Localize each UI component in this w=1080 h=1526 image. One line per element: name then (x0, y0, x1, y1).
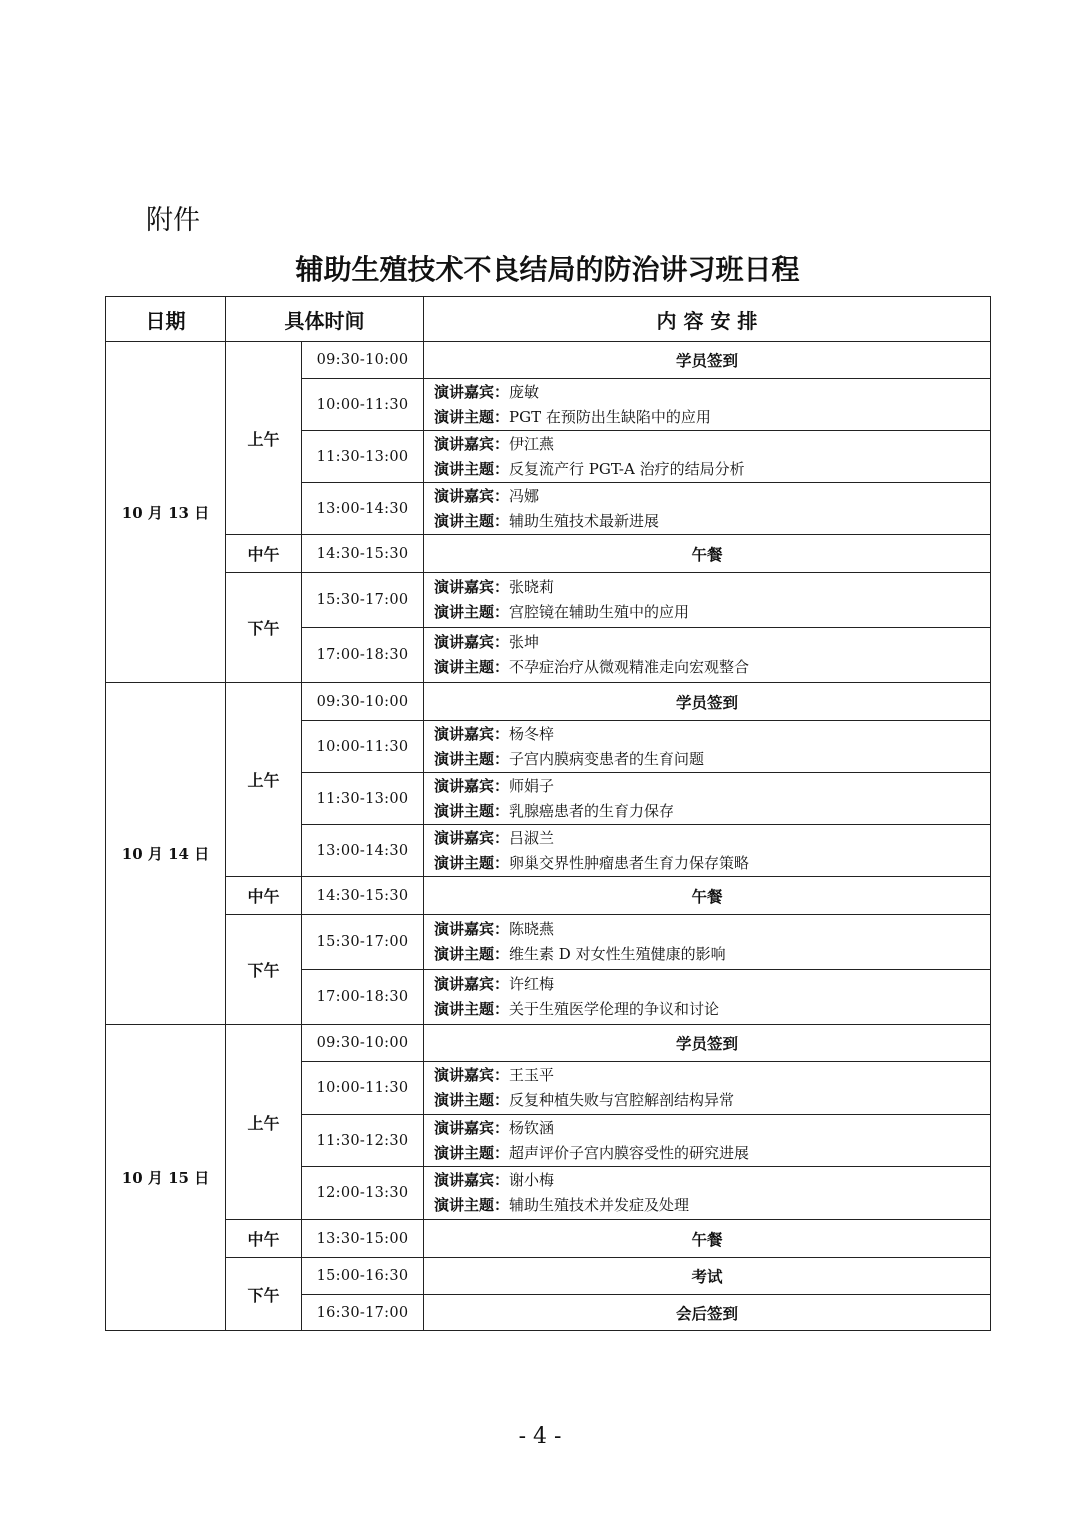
topic-text: 辅助生殖技术最新进展 (509, 511, 660, 530)
time-slot: 14:30-15:30 (302, 877, 424, 915)
speaker-name: 吕淑兰 (509, 828, 555, 847)
talk-info (424, 1062, 991, 1115)
activity: 学员签到 (424, 342, 991, 379)
speaker-label: 演讲嘉宾： (434, 1066, 510, 1084)
speaker-name: 张坤 (509, 633, 540, 651)
speaker-name: 伊江燕 (509, 434, 555, 453)
topic-line (434, 851, 990, 876)
time-slot: 15:00-16:30 (302, 1258, 424, 1295)
time-slot: 09:30-10:00 (302, 1025, 424, 1062)
schedule-row (106, 1258, 991, 1295)
topic-line (434, 942, 990, 967)
talk-info (424, 1167, 991, 1220)
talk-info (424, 773, 991, 825)
time-slot: 17:00-18:30 (302, 970, 424, 1025)
speaker-label: 演讲嘉宾： (434, 633, 510, 651)
period-morning: 上午 (226, 683, 302, 877)
speaker-label: 演讲嘉宾： (434, 1118, 510, 1137)
speaker-label: 演讲嘉宾： (434, 920, 510, 938)
schedule-row (106, 573, 991, 628)
speaker-label: 演讲嘉宾： (434, 724, 510, 743)
topic-text: 反复种植失败与宫腔解剖结构异常 (509, 1091, 735, 1109)
activity: 午餐 (424, 1220, 991, 1258)
time-slot: 11:30-12:30 (302, 1115, 424, 1167)
speaker-line (434, 380, 990, 405)
speaker-label: 演讲嘉宾： (434, 486, 510, 505)
topic-text: PGT 在预防出生缺陷中的应用 (509, 407, 711, 426)
speaker-line (434, 575, 990, 600)
document-title: 辅助生殖技术不良结局的防治讲习班日程 (295, 253, 800, 286)
talk-info (424, 1115, 991, 1167)
topic-label: 演讲主题： (434, 459, 510, 478)
speaker-label: 演讲嘉宾： (434, 434, 510, 453)
topic-text: 不孕症治疗从微观精准走向宏观整合 (509, 658, 750, 676)
period-afternoon: 下午 (226, 1258, 302, 1331)
schedule-row (106, 535, 991, 573)
schedule-body (106, 342, 991, 1331)
topic-line (434, 997, 990, 1022)
topic-label: 演讲主题： (434, 1000, 510, 1018)
topic-line (434, 1088, 990, 1113)
period-noon: 中午 (226, 1220, 302, 1258)
schedule-row (106, 915, 991, 970)
speaker-name: 冯娜 (509, 486, 540, 505)
speaker-label: 演讲嘉宾： (434, 975, 510, 993)
speaker-line (434, 432, 990, 457)
period-morning: 上午 (226, 342, 302, 535)
header-time: 具体时间 (226, 297, 424, 342)
speaker-line (434, 1168, 990, 1193)
time-slot: 11:30-13:00 (302, 773, 424, 825)
topic-line (434, 1141, 990, 1166)
period-noon: 中午 (226, 877, 302, 915)
topic-text: 反复流产行 PGT-A 治疗的结局分析 (509, 459, 745, 478)
time-slot: 14:30-15:30 (302, 535, 424, 573)
speaker-name: 许红梅 (509, 975, 555, 993)
period-noon: 中午 (226, 535, 302, 573)
speaker-name: 杨冬梓 (509, 724, 555, 743)
speaker-line (434, 917, 990, 942)
topic-line (434, 655, 990, 680)
speaker-line (434, 774, 990, 799)
topic-text: 卵巢交界性肿瘤患者生育力保存策略 (509, 853, 750, 872)
topic-text: 辅助生殖技术并发症及处理 (509, 1196, 690, 1214)
topic-label: 演讲主题： (434, 945, 510, 963)
header-date: 日期 (106, 297, 226, 342)
activity: 学员签到 (424, 683, 991, 721)
speaker-line (434, 630, 990, 655)
talk-info (424, 431, 991, 483)
topic-text: 宫腔镜在辅助生殖中的应用 (509, 603, 690, 621)
topic-line (434, 747, 990, 772)
topic-line (434, 457, 990, 482)
topic-label: 演讲主题： (434, 749, 510, 768)
activity: 午餐 (424, 535, 991, 573)
topic-text: 维生素 D 对女性生殖健康的影响 (509, 945, 726, 963)
activity: 午餐 (424, 877, 991, 915)
talk-info (424, 628, 991, 683)
topic-label: 演讲主题： (434, 511, 510, 530)
activity: 会后签到 (424, 1295, 991, 1331)
topic-line (434, 405, 990, 430)
topic-label: 演讲主题： (434, 1196, 510, 1214)
speaker-line (434, 484, 990, 509)
speaker-name: 王玉平 (509, 1066, 555, 1084)
talk-info (424, 721, 991, 773)
speaker-name: 谢小梅 (509, 1171, 555, 1189)
period-afternoon: 下午 (226, 573, 302, 683)
talk-info (424, 573, 991, 628)
day-date: 10 月 15 日 (106, 1025, 226, 1331)
speaker-label: 演讲嘉宾： (434, 828, 510, 847)
schedule-row (106, 1025, 991, 1062)
topic-text: 子宫内膜病变患者的生育问题 (509, 749, 705, 768)
day-date: 10 月 13 日 (106, 342, 226, 683)
schedule-row (106, 1220, 991, 1258)
time-slot: 17:00-18:30 (302, 628, 424, 683)
topic-line (434, 600, 990, 625)
schedule-table (105, 296, 991, 1331)
time-slot: 10:00-11:30 (302, 379, 424, 431)
activity: 学员签到 (424, 1025, 991, 1062)
day-date: 10 月 14 日 (106, 683, 226, 1025)
time-slot: 12:00-13:30 (302, 1167, 424, 1220)
page-number: - 4 - (518, 1424, 562, 1449)
schedule-row (106, 342, 991, 379)
talk-info (424, 915, 991, 970)
time-slot: 13:00-14:30 (302, 483, 424, 535)
speaker-line (434, 972, 990, 997)
schedule-row (106, 877, 991, 915)
topic-label: 演讲主题： (434, 853, 510, 872)
schedule-row (106, 683, 991, 721)
talk-info (424, 970, 991, 1025)
period-morning: 上午 (226, 1025, 302, 1220)
speaker-name: 张晓莉 (509, 578, 555, 596)
activity: 考试 (424, 1258, 991, 1295)
topic-text: 关于生殖医学伦理的争议和讨论 (509, 1000, 720, 1018)
time-slot: 11:30-13:00 (302, 431, 424, 483)
speaker-name: 杨钦涵 (509, 1118, 555, 1137)
time-slot: 15:30-17:00 (302, 915, 424, 970)
topic-line (434, 799, 990, 824)
speaker-label: 演讲嘉宾： (434, 1171, 510, 1189)
speaker-label: 演讲嘉宾： (434, 578, 510, 596)
header-row (106, 297, 991, 342)
time-slot: 13:00-14:30 (302, 825, 424, 877)
speaker-line (434, 826, 990, 851)
topic-line (434, 1193, 990, 1218)
topic-label: 演讲主题： (434, 1091, 510, 1109)
time-slot: 09:30-10:00 (302, 683, 424, 721)
speaker-line (434, 1063, 990, 1088)
topic-text: 乳腺癌患者的生育力保存 (509, 801, 675, 820)
speaker-name: 庞敏 (509, 382, 540, 401)
topic-text: 超声评价子宫内膜容受性的研究进展 (509, 1143, 750, 1162)
topic-line (434, 509, 990, 534)
topic-label: 演讲主题： (434, 603, 510, 621)
time-slot: 15:30-17:00 (302, 573, 424, 628)
topic-label: 演讲主题： (434, 407, 510, 426)
time-slot: 16:30-17:00 (302, 1295, 424, 1331)
speaker-line (434, 722, 990, 747)
time-slot: 13:30-15:00 (302, 1220, 424, 1258)
period-afternoon: 下午 (226, 915, 302, 1025)
topic-label: 演讲主题： (434, 801, 510, 820)
attachment-label: 附件 (146, 205, 200, 236)
speaker-line (434, 1116, 990, 1141)
speaker-name: 陈晓燕 (509, 920, 555, 938)
topic-label: 演讲主题： (434, 1143, 510, 1162)
time-slot: 09:30-10:00 (302, 342, 424, 379)
topic-label: 演讲主题： (434, 658, 510, 676)
time-slot: 10:00-11:30 (302, 1062, 424, 1115)
header-content: 内 容 安 排 (424, 297, 991, 342)
talk-info (424, 825, 991, 877)
speaker-name: 师娟子 (509, 776, 555, 795)
talk-info (424, 483, 991, 535)
time-slot: 10:00-11:30 (302, 721, 424, 773)
speaker-label: 演讲嘉宾： (434, 776, 510, 795)
speaker-label: 演讲嘉宾： (434, 382, 510, 401)
talk-info (424, 379, 991, 431)
